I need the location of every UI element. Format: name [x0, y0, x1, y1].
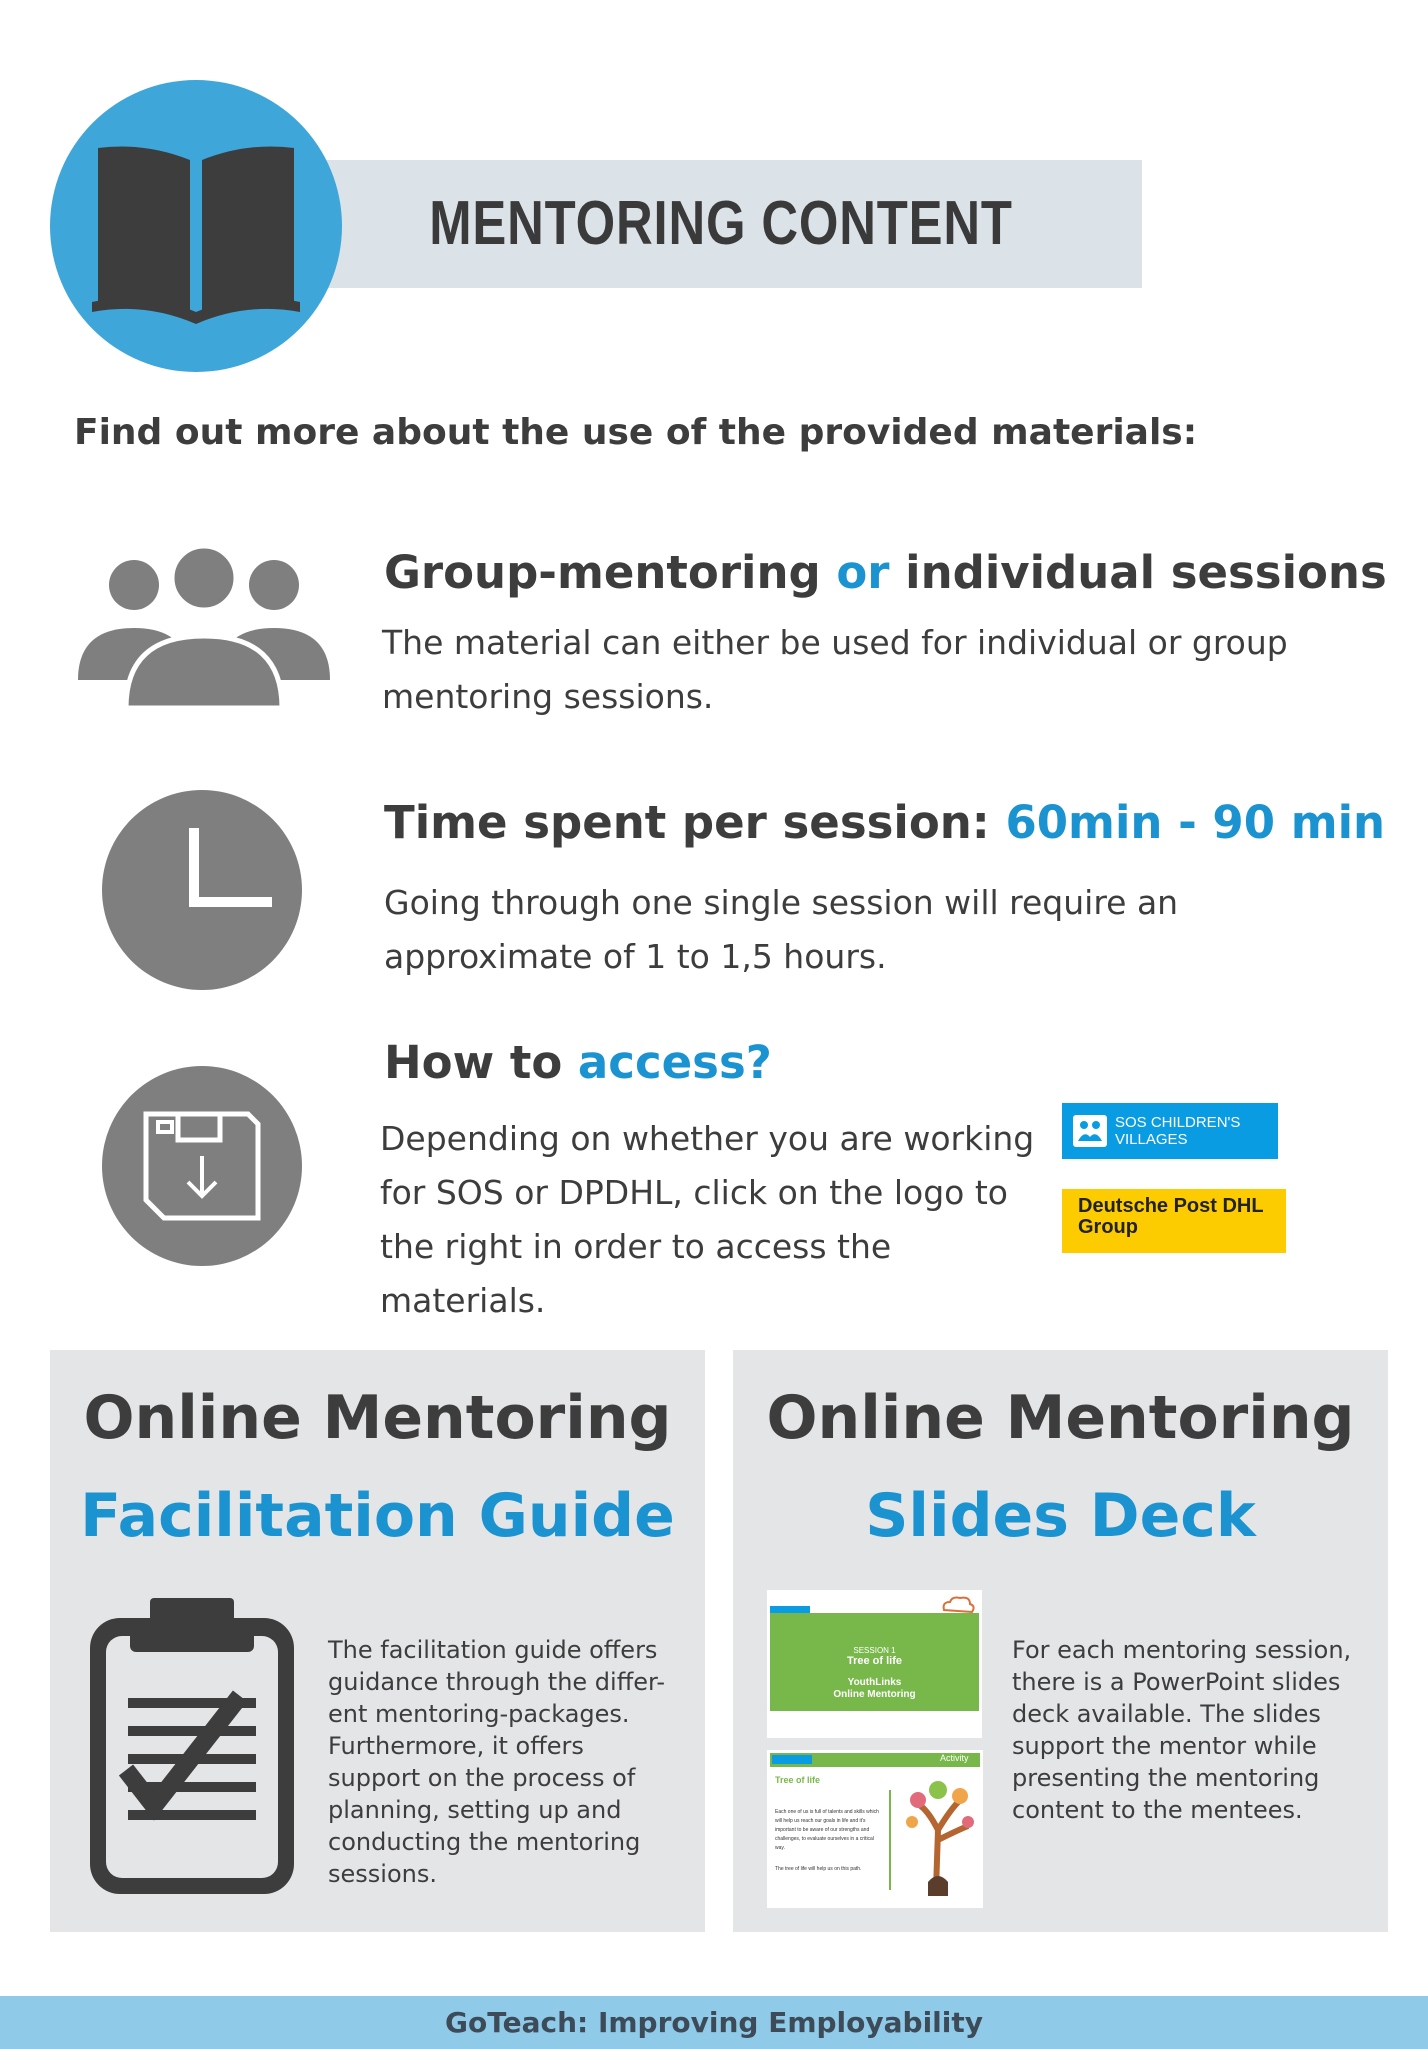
dhl-logo-text[interactable]: [1078, 1196, 1278, 1238]
download-disk-icon: [102, 1066, 302, 1266]
slide-session-name: Tree of life: [846, 1655, 903, 1667]
text-line: the right in order to access the: [380, 1227, 892, 1266]
text-line: For each mentoring session,: [1012, 1636, 1352, 1664]
access-title-accent: access?: [577, 1036, 772, 1089]
dhl-logo-line: Deutsche Post DHL: [1078, 1195, 1264, 1217]
sos-logo-text[interactable]: [1115, 1114, 1265, 1148]
text-line: support on the process of: [328, 1764, 636, 1792]
text-line: Furthermore, it offers: [328, 1732, 584, 1760]
slide-divider: [889, 1790, 891, 1890]
slide-activity-title: Tree of life: [775, 1775, 821, 1785]
book-icon: [50, 80, 342, 372]
group-title-text: Group-mentoring: [384, 546, 837, 599]
sos-logo-line: SOS CHILDREN'S: [1115, 1114, 1241, 1131]
intro-heading: Find out more about the use of the provided materials:: [74, 412, 1198, 453]
text-line: Going through one single session will require an: [384, 883, 1179, 922]
slides-card-subtitle: Slides Deck: [865, 1481, 1256, 1551]
access-section-title: [384, 1036, 772, 1089]
tree-of-life-icon: [898, 1770, 980, 1900]
group-section-title: [384, 546, 1387, 599]
time-title-accent: 60min - 90 min: [1005, 796, 1386, 849]
cloud-icon: [940, 1594, 976, 1614]
slide-sos-badge: [772, 1755, 812, 1764]
group-icon: [74, 540, 334, 710]
clipboard-check-icon: [90, 1598, 294, 1894]
slide-activity-label: Activity: [940, 1753, 969, 1763]
text-line: materials.: [380, 1281, 546, 1320]
access-section-text: [380, 1112, 1034, 1328]
group-section-text: [382, 616, 1288, 724]
slides-card-title: Online Mentoring: [766, 1383, 1355, 1453]
time-title-text: Time spent per session:: [384, 796, 1006, 849]
time-section-text: [384, 876, 1178, 984]
slide-subtitle-line: Online Mentoring: [833, 1689, 916, 1700]
text-line: ent mentoring-packages.: [328, 1700, 630, 1728]
group-title-accent: or: [836, 546, 890, 599]
sos-emblem-icon: [1073, 1115, 1107, 1147]
text-line: conducting the mentoring: [328, 1828, 641, 1856]
access-title-text: How to: [384, 1036, 578, 1089]
text-line: mentoring sessions.: [382, 677, 714, 716]
footer-text: GoTeach: Improving Employability: [444, 2006, 983, 2039]
guide-card-title: Online Mentoring: [83, 1383, 672, 1453]
text-line: content to the mentees.: [1012, 1796, 1303, 1824]
text-line: presenting the mentoring: [1012, 1764, 1320, 1792]
text-line: approximate of 1 to 1,5 hours.: [384, 937, 887, 976]
text-line: guidance through the differ-: [328, 1668, 665, 1696]
group-title-text-2: individual sessions: [889, 546, 1387, 599]
guide-card-text: [328, 1634, 688, 1890]
slide-activity-body: Each one of us is full of talents and skills which will help us reach our goals in life and it's important to be aware of our strengths and challenges, to evaluate ourselves in a critical way.: [775, 1809, 879, 1851]
page-title: MENTORING CONTENT: [429, 189, 1013, 258]
guide-card-subtitle: Facilitation Guide: [80, 1481, 675, 1551]
text-line: The facilitation guide offers: [328, 1636, 658, 1664]
slide-session-label: SESSION 1: [853, 1646, 896, 1655]
clock-icon: [102, 790, 302, 990]
text-line: Depending on whether you are working: [380, 1119, 1035, 1158]
text-line: support the mentor while: [1012, 1732, 1317, 1760]
text-line: The material can either be used for individual or group: [382, 623, 1288, 662]
text-line: deck available. The slides: [1012, 1700, 1321, 1728]
slide-session-subtitle: [770, 1677, 979, 1701]
slides-card-text: [1012, 1634, 1372, 1826]
slide-subtitle-line: YouthLinks: [847, 1677, 902, 1688]
dhl-logo-line: Group: [1078, 1216, 1138, 1238]
time-section-title: [384, 796, 1385, 849]
text-line: planning, setting up and: [328, 1796, 622, 1824]
text-line: there is a PowerPoint slides: [1012, 1668, 1341, 1696]
text-line: for SOS or DPDHL, click on the logo to: [380, 1173, 1008, 1212]
slide-activity-footer: The tree of life will help us on this path.: [775, 1866, 862, 1872]
sos-logo-line: VILLAGES: [1115, 1131, 1188, 1148]
text-line: sessions.: [328, 1860, 437, 1888]
